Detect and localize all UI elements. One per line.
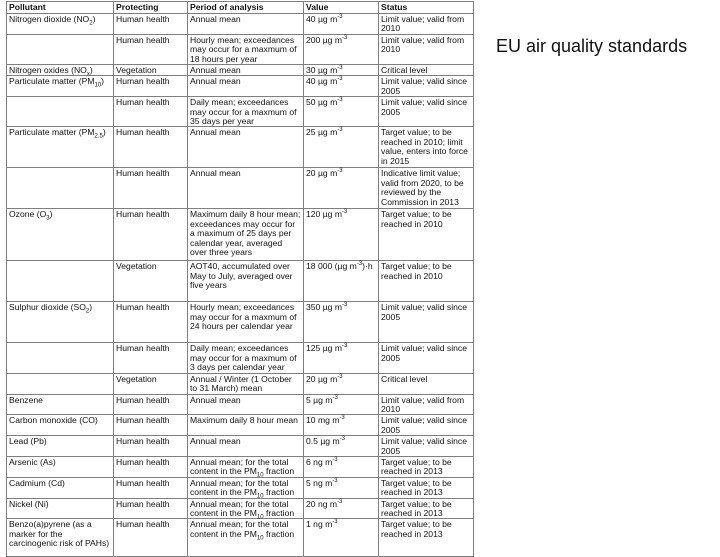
cell-status: Target value; to be reached in 2013: [379, 498, 474, 519]
cell-value: 6 ng $m^{-3}$: [304, 456, 379, 477]
cell-pollutant: Nitrogen oxides $(NO_x)$: [7, 65, 114, 76]
cell-pollutant: [7, 373, 114, 394]
cell-status: Limit value; valid since 2005: [379, 76, 474, 97]
cell-protecting: Human health: [114, 168, 188, 209]
cell-period: Daily mean; exceedances may occur for a maxmum of 35 days per year: [188, 97, 304, 127]
cell-value: 20 µg $m^{-3}$: [304, 373, 379, 394]
cell-status: Limit value; valid from 2010: [379, 34, 474, 64]
cell-period: Annual mean: [188, 436, 304, 457]
cell-protecting: Human health: [114, 14, 188, 35]
table-row: [7, 209, 474, 261]
cell-protecting: Human health: [114, 456, 188, 477]
cell-protecting: Human health: [114, 209, 188, 261]
table-row: [7, 76, 474, 97]
table-row: [7, 456, 474, 477]
cell-pollutant: Cadmium (Cd): [7, 477, 114, 498]
cell-protecting: Human health: [114, 343, 188, 373]
cell-status: Indicative limit value; valid from 2020, to be reviewed by the Commission in 2013: [379, 168, 474, 209]
page-title: EU air quality standards: [496, 36, 688, 56]
cell-value: 10 mg $m^{-3}$: [304, 415, 379, 436]
cell-pollutant: [7, 168, 114, 209]
cell-value: 18 000 (µg $m^{-3})\cdot h$: [304, 261, 379, 302]
cell-protecting: Human health: [114, 127, 188, 168]
cell-period: Annual mean: [188, 65, 304, 76]
cell-protecting: Vegetation: [114, 65, 188, 76]
cell-status: Limit value; valid since 2005: [379, 436, 474, 457]
cell-period: Annual mean; for the total content in the $PM_{10}$ fraction: [188, 519, 304, 557]
cell-value: 20 µg $m^{-3}$: [304, 168, 379, 209]
air-quality-table: [6, 1, 474, 557]
cell-status: Limit value; valid since 2005: [379, 97, 474, 127]
cell-pollutant: [7, 97, 114, 127]
table-row: [7, 14, 474, 35]
table-header-row: [7, 2, 474, 14]
cell-pollutant: Benzo(a)pyrene (as a marker for the carcinogenic risk of PAHs): [7, 519, 114, 557]
cell-value: 40 µg $m^{-3}$: [304, 76, 379, 97]
cell-value: 0.5 µg $m^{-3}$: [304, 436, 379, 457]
table-row: [7, 498, 474, 519]
cell-status: Target value; to be reached in 2010: [379, 261, 474, 302]
cell-pollutant: [7, 343, 114, 373]
table-row: [7, 65, 474, 76]
air-quality-table-container: [6, 1, 473, 549]
cell-value: 200 µg $m^{-3}$: [304, 34, 379, 64]
cell-period: Annual mean: [188, 127, 304, 168]
cell-status: Limit value; valid from 2010: [379, 14, 474, 35]
cell-value: 5 µg $m^{-3}$: [304, 394, 379, 415]
cell-pollutant: Arsenic (As): [7, 456, 114, 477]
cell-protecting: Human health: [114, 415, 188, 436]
cell-pollutant: Benzene: [7, 394, 114, 415]
cell-status: Target value; to be reached in 2010; limit value, enters into force in 2015: [379, 127, 474, 168]
cell-pollutant: [7, 261, 114, 302]
cell-period: Annual mean: [188, 168, 304, 209]
cell-protecting: Human health: [114, 477, 188, 498]
cell-value: 350 µg $m^{-3}$: [304, 302, 379, 343]
cell-status: Target value; to be reached in 2013: [379, 519, 474, 557]
table-row: [7, 519, 474, 557]
cell-period: Annual mean: [188, 394, 304, 415]
cell-status: Critical level: [379, 373, 474, 394]
cell-period: Hourly mean; exceedances may occur for a maxmum of 24 hours per calendar year: [188, 302, 304, 343]
cell-status: Target value; to be reached in 2013: [379, 477, 474, 498]
cell-period: Annual / Winter (1 October to 31 March) mean: [188, 373, 304, 394]
header-pollutant: Pollutant: [7, 2, 114, 14]
table-row: [7, 415, 474, 436]
header-protecting: Protecting: [114, 2, 188, 14]
cell-status: Limit value; valid since 2005: [379, 415, 474, 436]
cell-protecting: Human health: [114, 97, 188, 127]
cell-value: 40 µg $m^{-3}$: [304, 14, 379, 35]
cell-protecting: Human health: [114, 436, 188, 457]
cell-status: Limit value; valid since 2005: [379, 302, 474, 343]
table-row: [7, 127, 474, 168]
cell-pollutant: Lead (Pb): [7, 436, 114, 457]
table-row: [7, 34, 474, 64]
table-row: [7, 477, 474, 498]
cell-period: Maximum daily 8 hour mean; exceedances may occur for a maximum of 25 days per calendar year, averaged over three years: [188, 209, 304, 261]
cell-status: Critical level: [379, 65, 474, 76]
cell-pollutant: [7, 34, 114, 64]
cell-protecting: Vegetation: [114, 261, 188, 302]
cell-period: Annual mean; for the total content in the $PM_{10}$ fraction: [188, 477, 304, 498]
cell-period: Daily mean; exceedances may occur for a maxmum of 3 days per calendar year: [188, 343, 304, 373]
cell-period: Annual mean; for the total content in the $PM_{10}$ fraction: [188, 456, 304, 477]
cell-value: 50 µg $m^{-3}$: [304, 97, 379, 127]
cell-protecting: Human health: [114, 498, 188, 519]
cell-value: 20 ng $m^{-3}$: [304, 498, 379, 519]
cell-period: Annual mean; for the total content in the $PM_{10}$ fraction: [188, 498, 304, 519]
cell-pollutant: Nickel (Ni): [7, 498, 114, 519]
cell-value: 25 µg $m^{-3}$: [304, 127, 379, 168]
cell-pollutant: Particulate matter $(PM_{10})$: [7, 76, 114, 97]
cell-status: Target value; to be reached in 2013: [379, 456, 474, 477]
cell-period: Maximum daily 8 hour mean: [188, 415, 304, 436]
cell-value: 1 ng $m^{-3}$: [304, 519, 379, 557]
cell-protecting: Human health: [114, 394, 188, 415]
cell-pollutant: Carbon monoxide (CO): [7, 415, 114, 436]
table-row: [7, 97, 474, 127]
cell-status: Target value; to be reached in 2010: [379, 209, 474, 261]
cell-pollutant: Ozone $(O_3)$: [7, 209, 114, 261]
cell-period: Annual mean: [188, 76, 304, 97]
table-row: [7, 343, 474, 373]
cell-period: AOT40, accumulated over May to July, averaged over five years: [188, 261, 304, 302]
cell-protecting: Human health: [114, 34, 188, 64]
cell-status: Limit value; valid from 2010: [379, 394, 474, 415]
cell-value: 120 µg $m^{-3}$: [304, 209, 379, 261]
cell-protecting: Human health: [114, 519, 188, 557]
table-row: [7, 168, 474, 209]
cell-protecting: Human health: [114, 76, 188, 97]
cell-pollutant: Sulphur dioxide $(SO_2)$: [7, 302, 114, 343]
cell-pollutant: Nitrogen dioxide $(NO_2)$: [7, 14, 114, 35]
cell-period: Hourly mean; exceedances may occur for a maxmum of 18 hours per year: [188, 34, 304, 64]
table-row: [7, 261, 474, 302]
cell-value: 125 µg $m^{-3}$: [304, 343, 379, 373]
header-value: Value: [304, 2, 379, 14]
table-row: [7, 394, 474, 415]
table-row: [7, 302, 474, 343]
cell-status: Limit value; valid since 2005: [379, 343, 474, 373]
header-period: Period of analysis: [188, 2, 304, 14]
table-row: [7, 373, 474, 394]
cell-protecting: Human health: [114, 302, 188, 343]
cell-pollutant: Particulate matter $(PM_{2.5})$: [7, 127, 114, 168]
cell-protecting: Vegetation: [114, 373, 188, 394]
cell-period: Annual mean: [188, 14, 304, 35]
table-row: [7, 436, 474, 457]
header-status: Status: [379, 2, 474, 14]
cell-value: 30 µg $m^{-3}$: [304, 65, 379, 76]
cell-value: 5 ng $m^{-3}$: [304, 477, 379, 498]
